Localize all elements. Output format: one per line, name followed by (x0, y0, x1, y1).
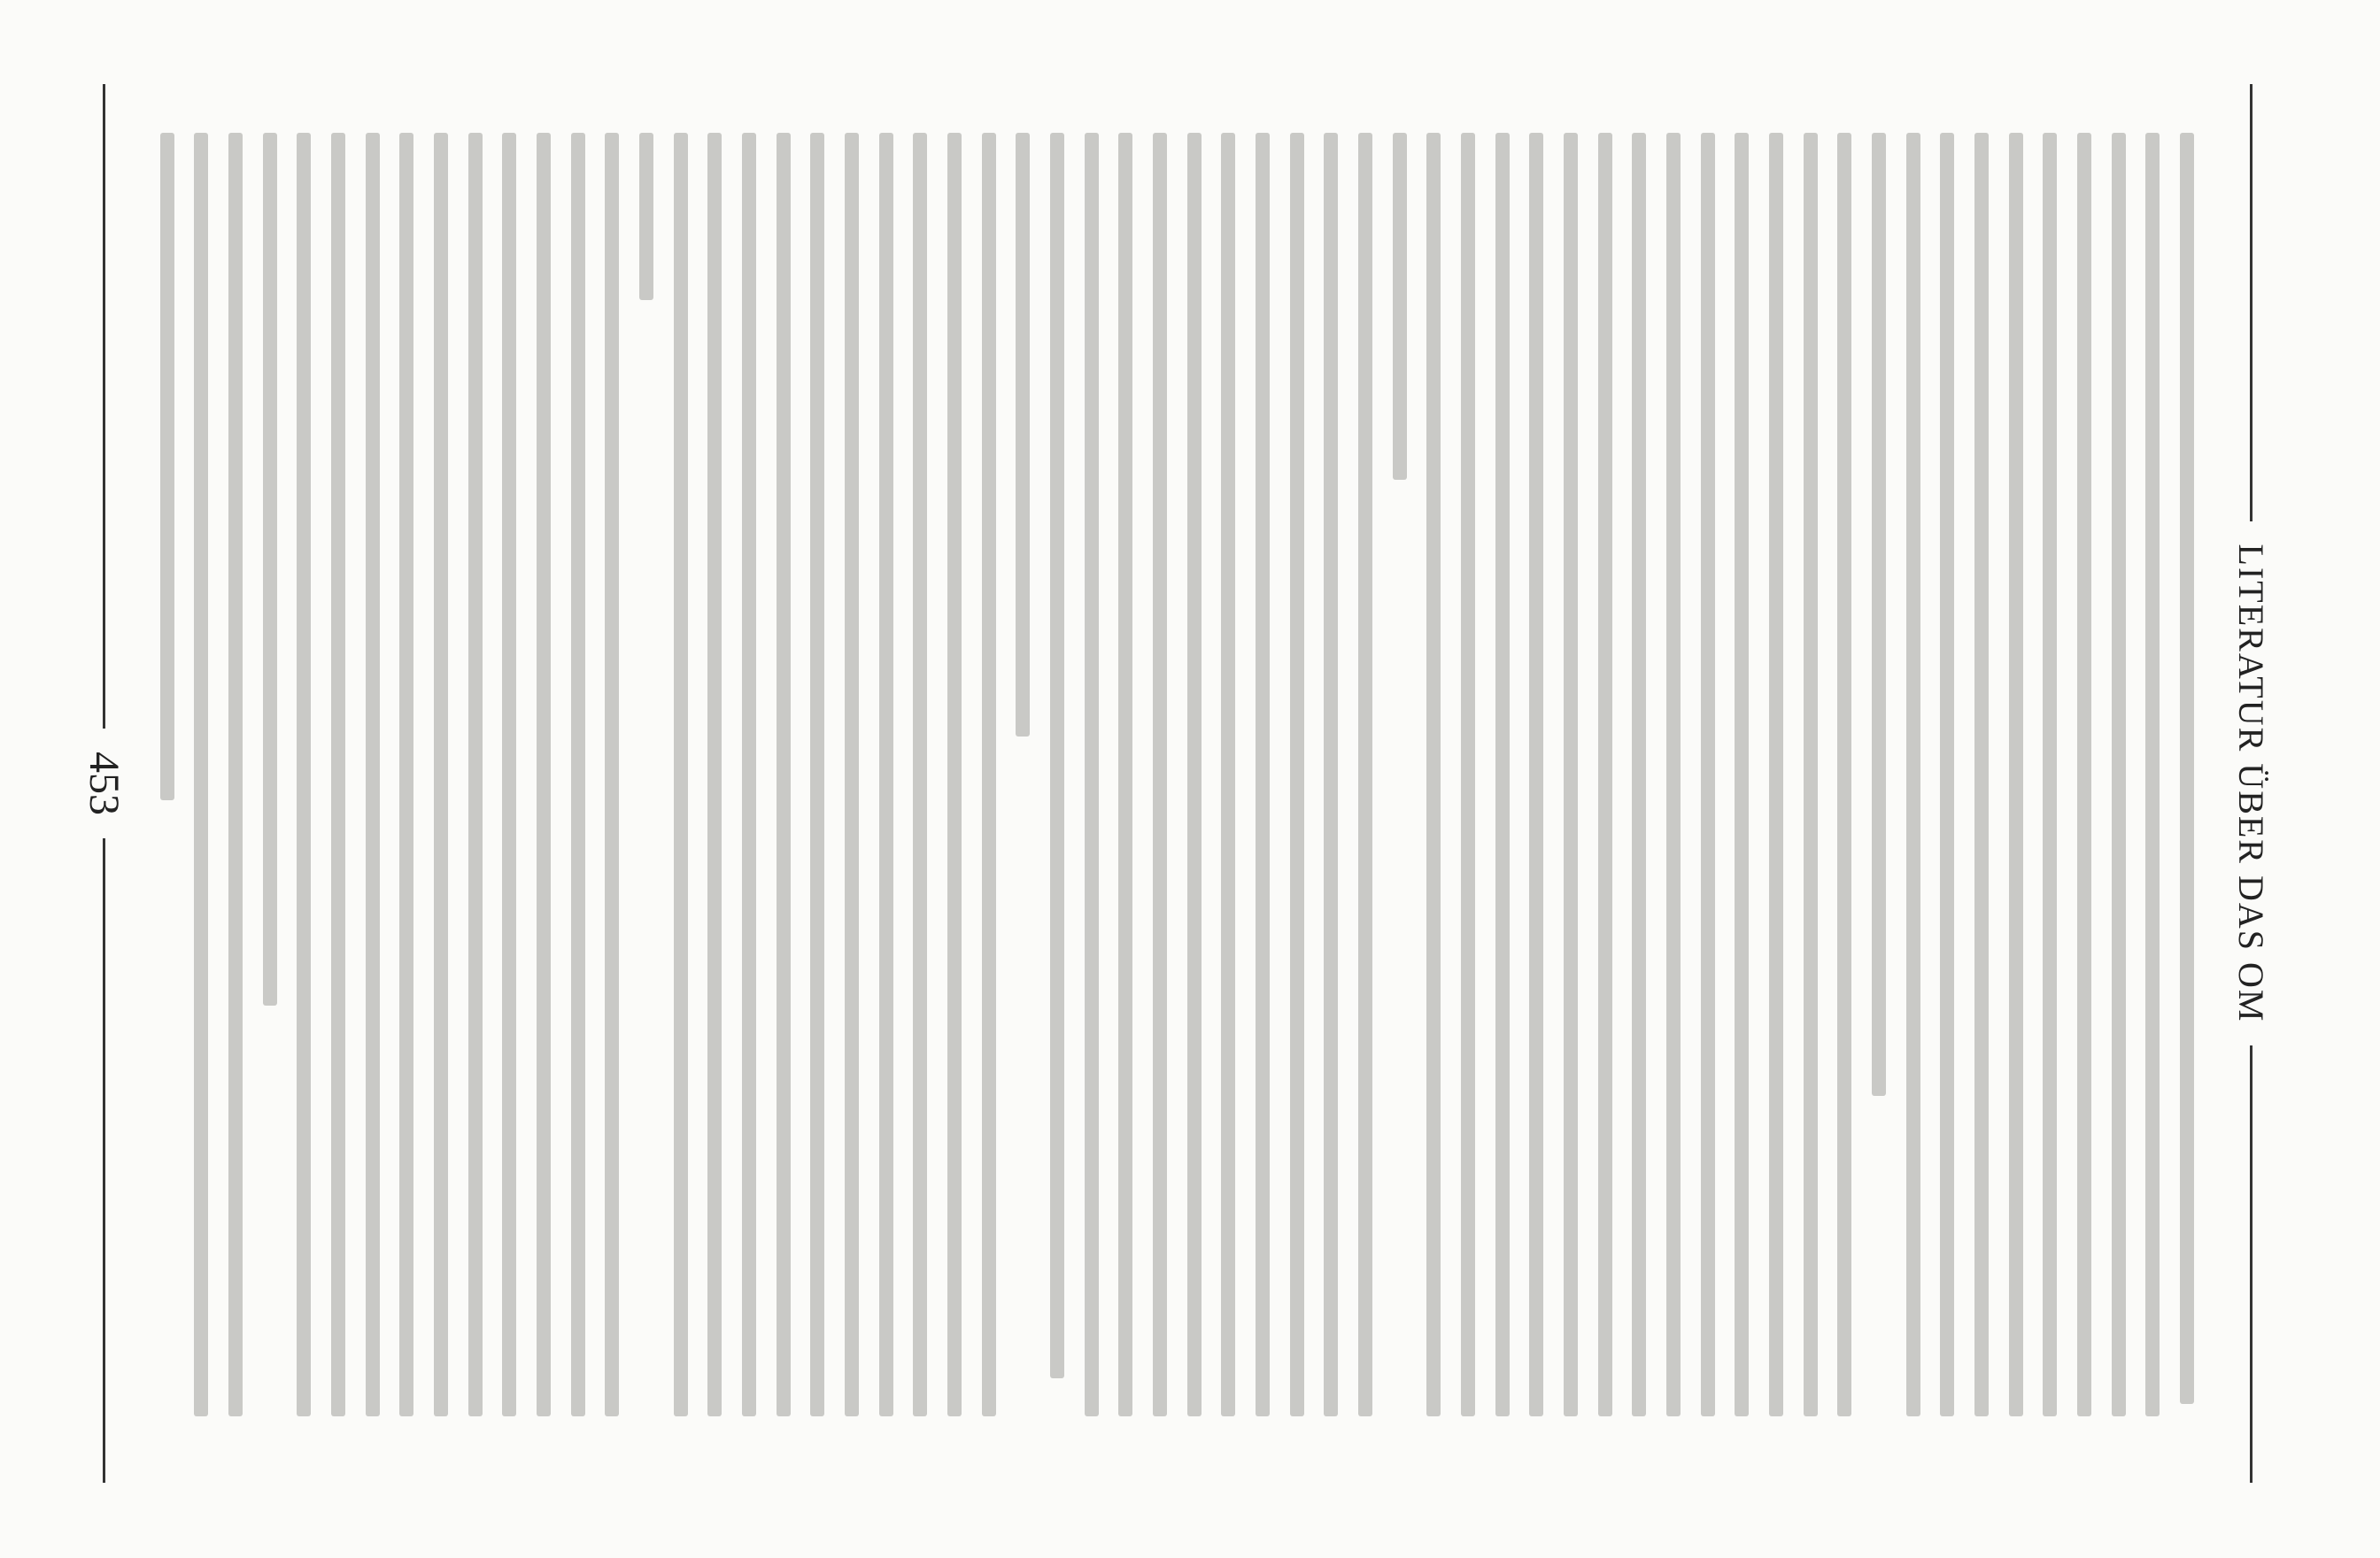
text-line (297, 133, 311, 1416)
text-line (331, 133, 345, 1416)
text-line (1324, 133, 1338, 1416)
header-rule-left (2251, 84, 2253, 521)
text-line (674, 133, 688, 1416)
text-line (1974, 133, 1989, 1416)
text-line (1564, 133, 1578, 1416)
text-line (1529, 133, 1543, 1416)
text-line (1632, 133, 1646, 1416)
text-line (2145, 133, 2160, 1416)
text-line (982, 133, 996, 1416)
text-line (707, 133, 722, 1416)
text-line (1906, 133, 1920, 1416)
text-line (263, 133, 277, 1006)
text-line (1085, 133, 1099, 1416)
text-line (742, 133, 756, 1416)
text-line (1735, 133, 1749, 1416)
text-line (228, 133, 243, 1416)
text-line (537, 133, 551, 1416)
text-line (845, 133, 859, 1416)
text-line (2009, 133, 2023, 1416)
text-line (1666, 133, 1681, 1416)
text-line (1187, 133, 1202, 1416)
footer-rule-right (104, 838, 106, 1483)
text-line (1598, 133, 1612, 1416)
body-text (140, 133, 2194, 1416)
text-line (1290, 133, 1304, 1416)
text-line (2077, 133, 2091, 1416)
text-line (1804, 133, 1818, 1416)
text-line (1221, 133, 1235, 1416)
text-line (1153, 133, 1167, 1416)
text-line (1050, 133, 1064, 1378)
text-line (1016, 133, 1030, 737)
text-line (468, 133, 483, 1416)
text-line (810, 133, 824, 1416)
running-header (2225, 84, 2278, 1483)
text-line (2112, 133, 2126, 1416)
text-line (1495, 133, 1510, 1416)
text-line (366, 133, 380, 1416)
text-line (1872, 133, 1886, 1096)
header-title: LITERATUR ÜBER DAS OM (2231, 544, 2272, 1023)
text-line (947, 133, 962, 1416)
text-line (1701, 133, 1715, 1416)
text-line (777, 133, 791, 1416)
header-rule-right (2251, 1045, 2253, 1483)
text-line (2180, 133, 2194, 1404)
text-line (639, 133, 653, 300)
text-line (1769, 133, 1783, 1416)
text-line (1837, 133, 1851, 1416)
text-line (2043, 133, 2057, 1416)
text-line (194, 133, 208, 1416)
text-line (913, 133, 927, 1416)
text-line (160, 133, 174, 800)
text-line (879, 133, 893, 1416)
text-line (605, 133, 619, 1416)
footer-rule-left (104, 84, 106, 729)
text-line (1256, 133, 1270, 1416)
text-line (1940, 133, 1954, 1416)
text-line (1118, 133, 1132, 1416)
text-line (571, 133, 585, 1416)
text-line (1393, 133, 1407, 480)
text-line (1461, 133, 1475, 1416)
page-footer (78, 84, 131, 1483)
text-line (434, 133, 448, 1416)
page-number: 453 (81, 752, 128, 815)
text-line (1426, 133, 1441, 1416)
text-line (502, 133, 516, 1416)
text-line (1358, 133, 1372, 1416)
text-line (399, 133, 413, 1416)
